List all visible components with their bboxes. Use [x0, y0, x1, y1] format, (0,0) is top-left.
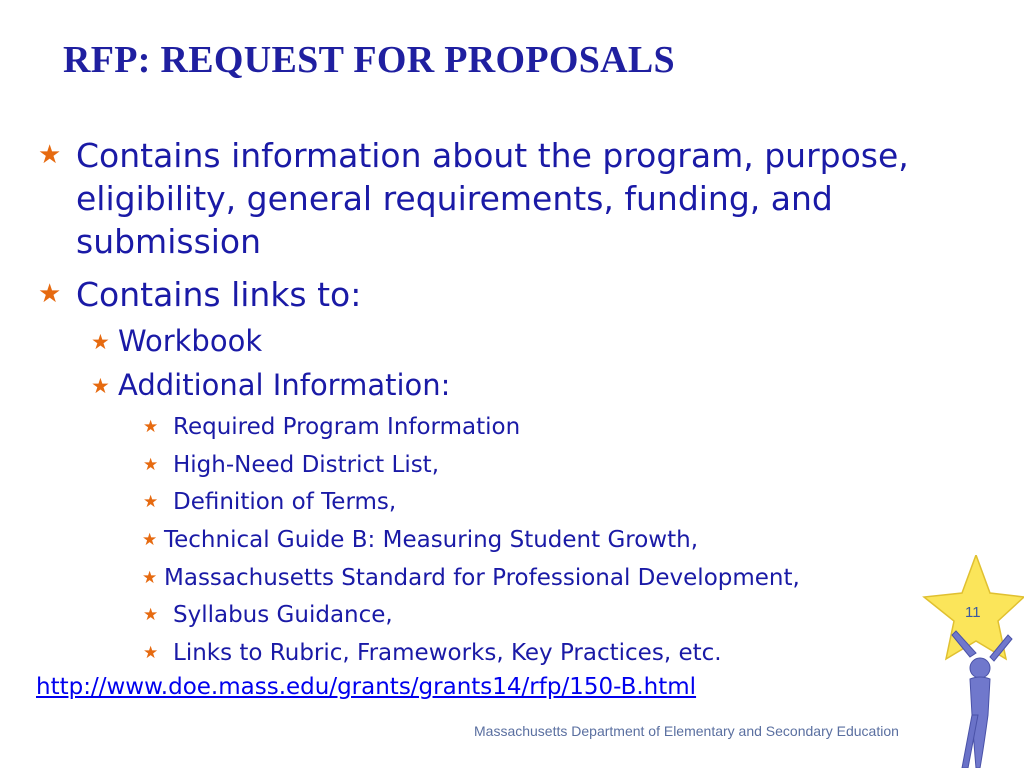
sub-sub-bullet-item	[143, 449, 440, 481]
rfp-link[interactable]: http://www.doe.mass.edu/grants/grants14/rfp/150-B.html	[36, 674, 697, 700]
bullet-item	[38, 273, 362, 316]
star-bullet-icon: ★	[143, 643, 159, 663]
sub-sub-bullet-item	[143, 486, 397, 518]
star-bullet-icon: ★	[38, 140, 62, 170]
sub-sub-bullet-item	[142, 524, 699, 556]
bullet-item	[38, 134, 909, 263]
sub-sub-bullet-text: Required Program Information	[173, 414, 521, 440]
sub-sub-bullet-item	[143, 637, 722, 669]
star-bullet-icon: ★	[143, 417, 159, 437]
sub-sub-bullet-text: Syllabus Guidance,	[173, 602, 393, 628]
bullet-line: eligibility, general requirements, funding, and	[76, 179, 833, 218]
sub-bullet-item	[91, 365, 451, 405]
sub-bullet-item	[91, 321, 263, 361]
sub-sub-bullet-text: Links to Rubric, Frameworks, Key Practices, etc.	[173, 640, 722, 666]
star-person-mascot-icon	[918, 555, 1024, 768]
slide-title: RFP: REQUEST FOR PROPOSALS	[63, 39, 675, 81]
sub-sub-bullet-text: Definition of Terms,	[173, 489, 397, 515]
sub-bullet-text: Workbook	[118, 324, 263, 358]
sub-sub-bullet-text: Technical Guide B: Measuring Student Growth,	[164, 527, 699, 553]
star-bullet-icon: ★	[91, 330, 110, 354]
sub-sub-bullet-item	[142, 562, 800, 594]
star-bullet-icon: ★	[38, 279, 62, 309]
sub-sub-bullet-text: High-Need District List,	[173, 452, 440, 478]
sub-sub-bullet-item	[143, 599, 393, 631]
star-bullet-icon: ★	[91, 374, 110, 398]
sub-sub-bullet-item	[143, 411, 521, 443]
star-bullet-icon: ★	[142, 568, 158, 588]
sub-bullet-text: Additional Information:	[118, 368, 451, 402]
star-bullet-icon: ★	[143, 455, 159, 475]
star-bullet-icon: ★	[143, 605, 159, 625]
bullet-line: submission	[76, 222, 262, 261]
page-number: 11	[965, 604, 981, 621]
footer-text: Massachusetts Department of Elementary and Secondary Education	[474, 723, 899, 739]
star-bullet-icon: ★	[142, 530, 158, 550]
sub-sub-bullet-text: Massachusetts Standard for Professional Development,	[164, 565, 800, 591]
star-bullet-icon: ★	[143, 492, 159, 512]
bullet-line: Contains information about the program, purpose,	[76, 136, 909, 175]
bullet-line: Contains links to:	[76, 275, 362, 314]
